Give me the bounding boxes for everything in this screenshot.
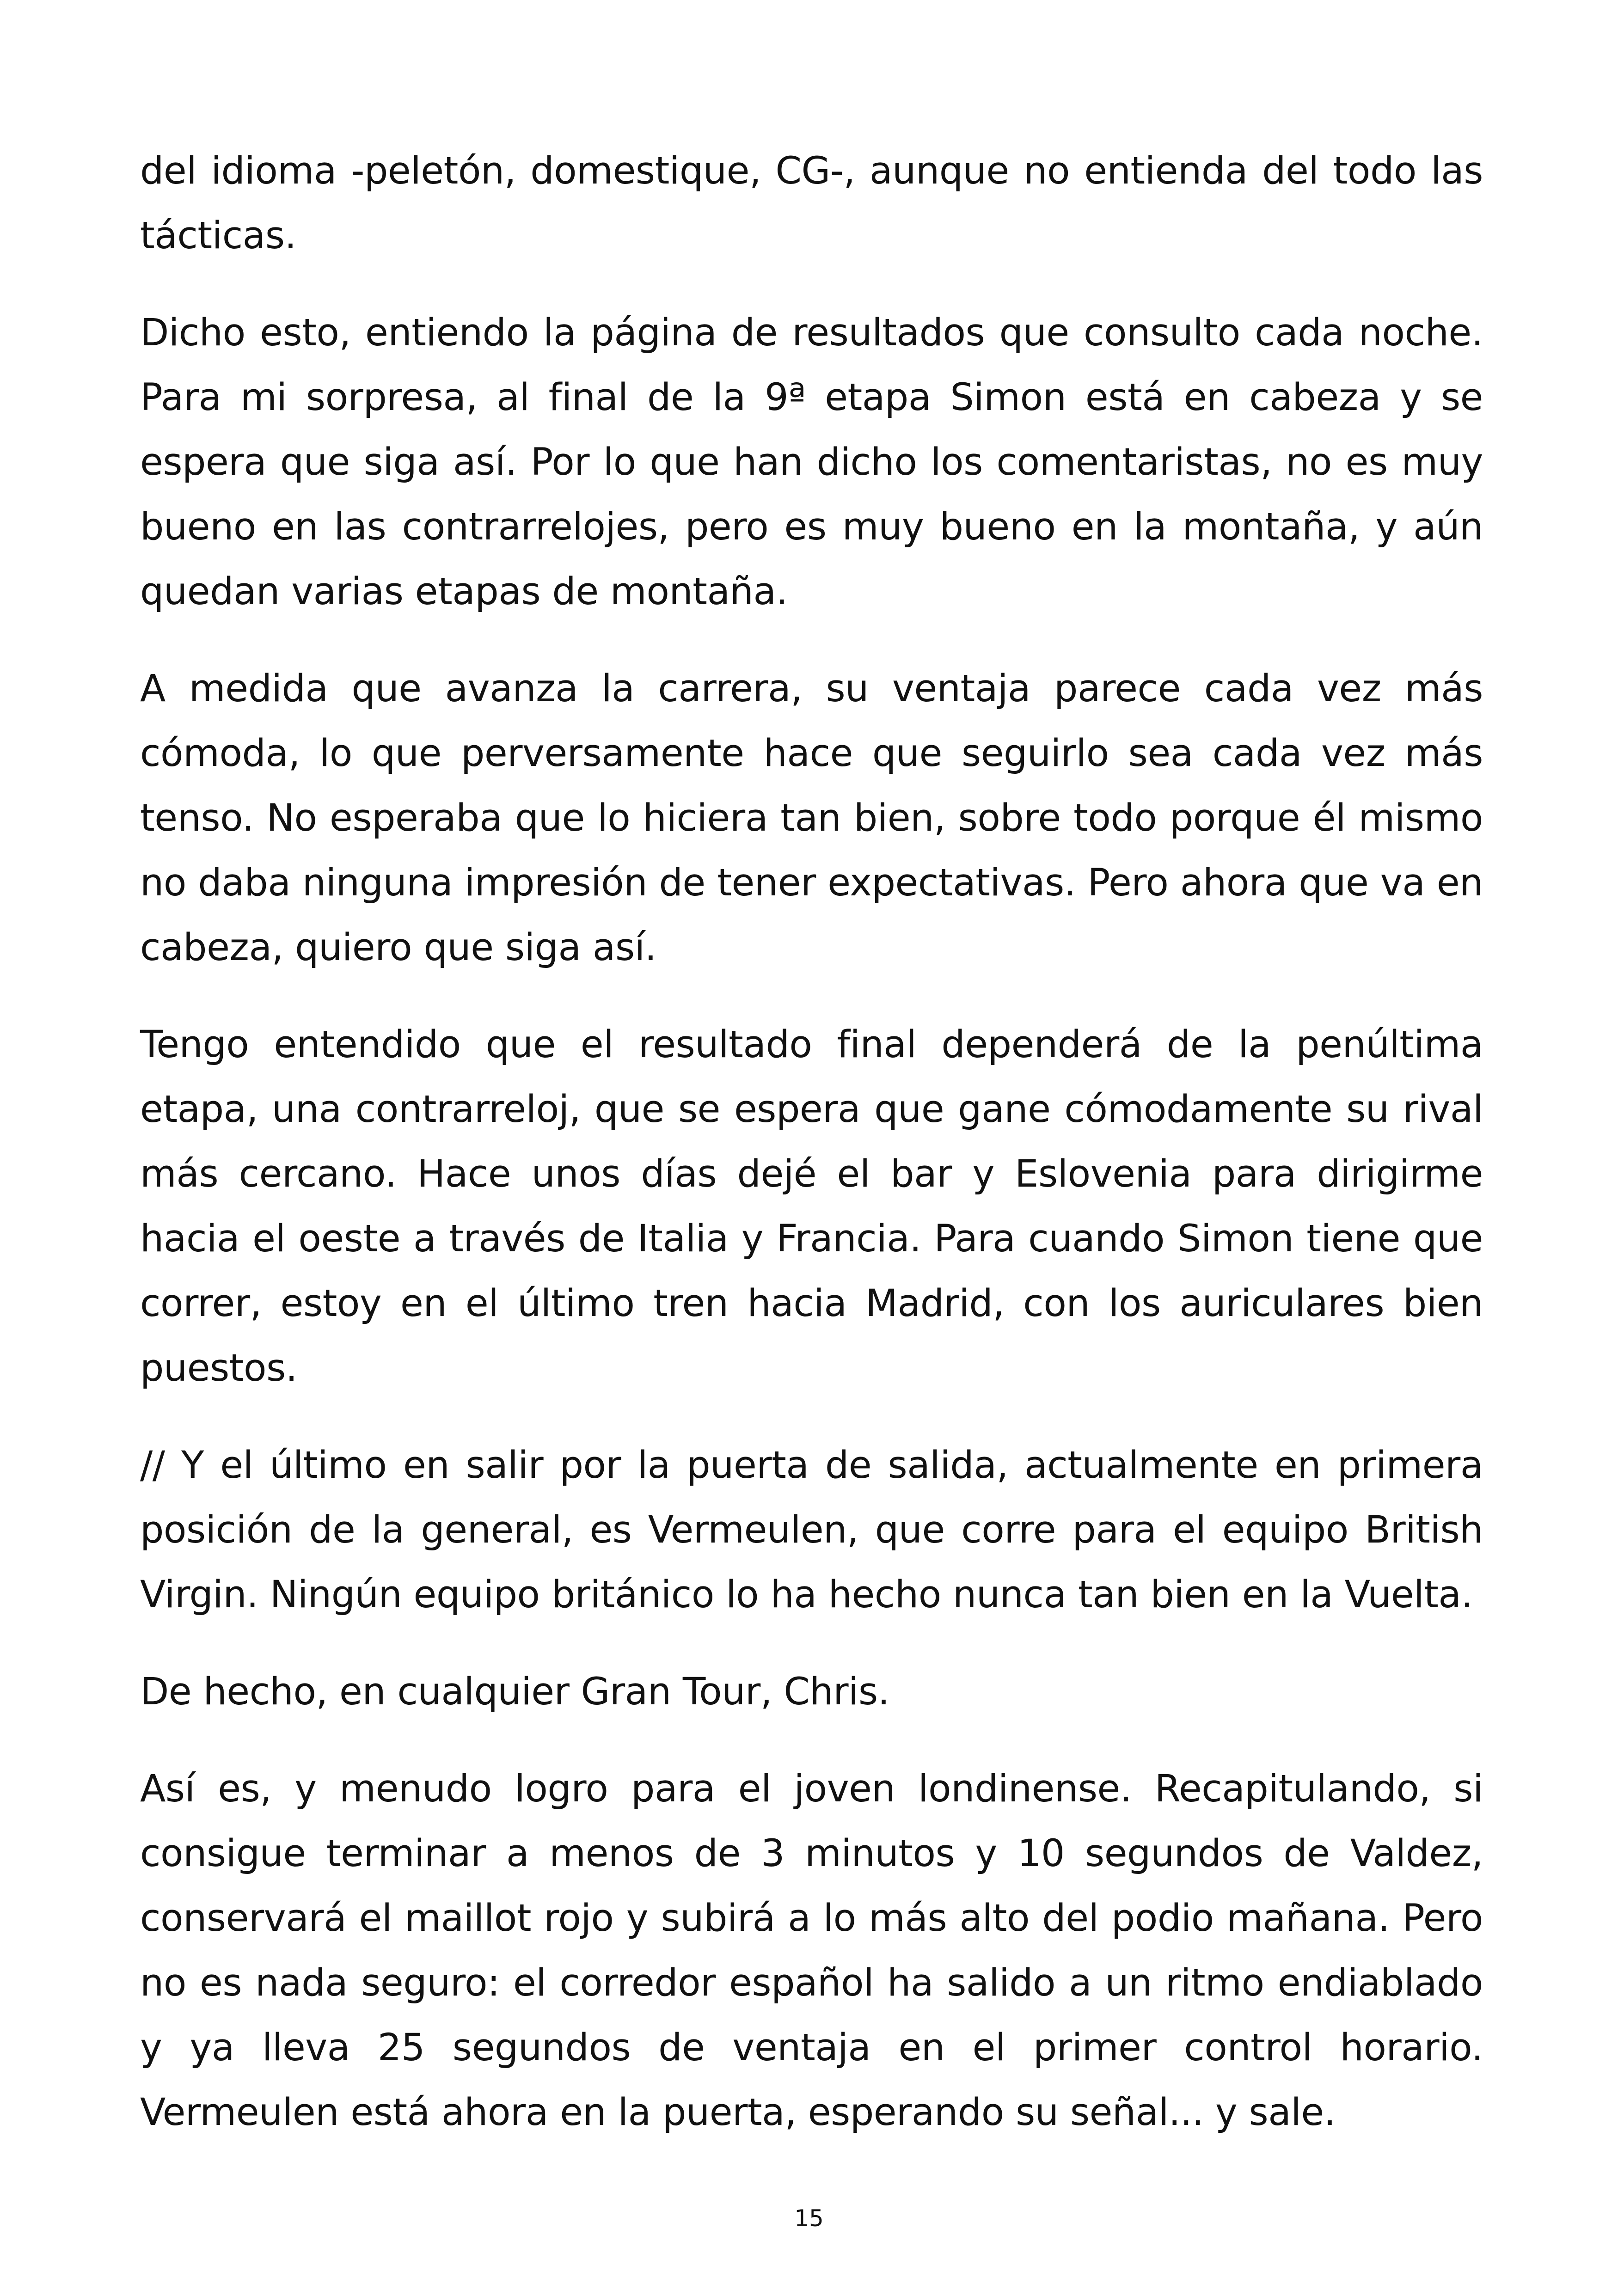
- paragraph: Tengo entendido que el resultado final dependerá de la penúltima etapa, una contrarreloj, que se espera que gane cómodamente su rival más cercano. Hace unos días dejé el bar y Eslovenia para dirigirme hacia el oeste a través de Italia y Francia. Para cuando Simon tiene que correr, estoy en el último tren hacia Madrid, con los auriculares bien puestos.: [140, 1023, 1483, 1390]
- paragraph: Dicho esto, entiendo la página de resultados que consulto cada noche. Para mi sorpresa, al final de la 9ª etapa Simon está en cabeza y se espera que siga así. Por lo que han dicho los comentaristas, no es muy bueno en las contrarrelojes, pero es muy bueno en la montaña, y aún quedan varias etapas de montaña.: [140, 311, 1483, 613]
- body-text: [140, 139, 1483, 2177]
- paragraph: A medida que avanza la carrera, su ventaja parece cada vez más cómoda, lo que perversamente hace que seguirlo sea cada vez más tenso. No esperaba que lo hiciera tan bien, sobre todo porque él mismo no daba ninguna impresión de tener expectativas. Pero ahora que va en cabeza, quiero que siga así.: [140, 667, 1483, 969]
- paragraph: // Y el último en salir por la puerta de salida, actualmente en primera posición de la general, es Vermeulen, que corre para el equipo British Virgin. Ningún equipo británico lo ha hecho nunca tan bien en la Vuelta.: [140, 1444, 1483, 1616]
- page-number: 15: [794, 2205, 824, 2232]
- paragraph: De hecho, en cualquier Gran Tour, Chris.: [140, 1670, 889, 1714]
- paragraph: del idioma -peletón, domestique, CG-, aunque no entienda del todo las tácticas.: [140, 149, 1483, 257]
- paragraph: Así es, y menudo logro para el joven londinense. Recapitulando, si consigue terminar a menos de 3 minutos y 10 segundos de Valdez, conservará el maillot rojo y subirá a lo más alto del podio mañana. Pero no es nada seguro: el corredor español ha salido a un ritmo endiablado y ya lleva 25 segundos de ventaja en el primer control horario. Vermeulen está ahora en la puerta, esperando su señal... y sale.: [140, 1767, 1483, 2134]
